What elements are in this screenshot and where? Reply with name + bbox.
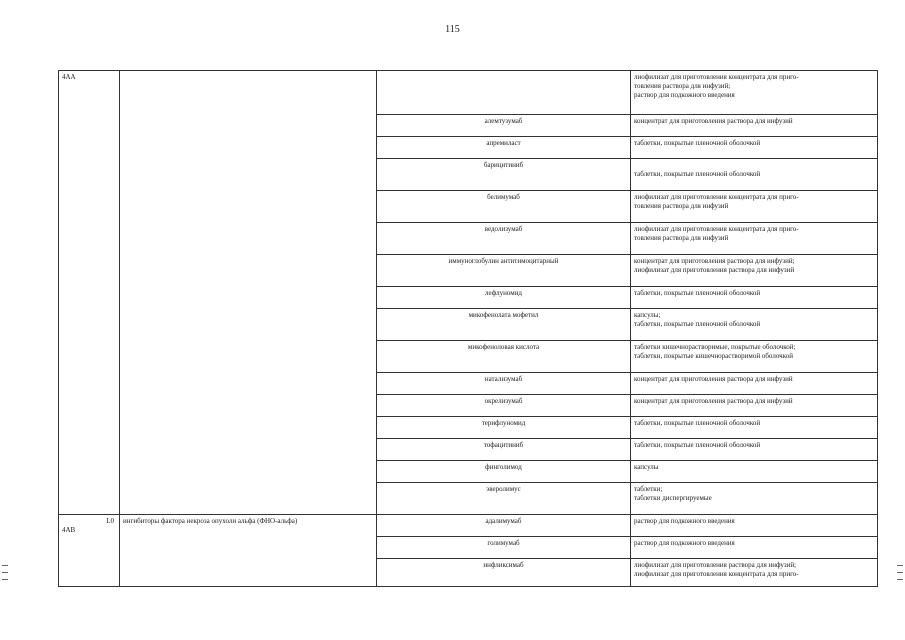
drug-name-cell bbox=[377, 559, 631, 587]
drug-name: эверолимус bbox=[486, 485, 521, 493]
dosage-form-cell bbox=[631, 515, 878, 537]
drug-name: иммуноглобулин антитимоцитарный bbox=[448, 257, 559, 265]
drug-name-cell bbox=[377, 461, 631, 483]
drug-name-cell bbox=[377, 515, 631, 537]
drug-name: микофенолата мофетил bbox=[468, 311, 539, 319]
drug-name-cell bbox=[377, 191, 631, 223]
drug-name-cell bbox=[377, 439, 631, 461]
drug-name: финголимод bbox=[485, 463, 522, 471]
drug-name-cell bbox=[377, 159, 631, 191]
drug-name-cell bbox=[377, 137, 631, 159]
dosage-form-cell bbox=[631, 559, 878, 587]
drug-name: ведолизумаб bbox=[484, 225, 523, 233]
dosage-form-cell bbox=[631, 137, 878, 159]
scan-edge-mark bbox=[2, 579, 8, 580]
dosage-form-cell bbox=[631, 537, 878, 559]
dosage-form-line: товления раствора для инфузий; bbox=[634, 82, 731, 90]
group-name-cell bbox=[120, 71, 377, 515]
dosage-form-cell bbox=[631, 115, 878, 137]
atc-code: 4AB bbox=[62, 526, 76, 534]
dosage-form-line: таблетки, покрытые кишечнорастворимой оболочкой bbox=[634, 352, 793, 360]
dosage-form-line: концентрат для приготовления раствора для инфузий; bbox=[634, 257, 795, 265]
dosage-form-line: лиофилизат для приготовления концентрата для приго- bbox=[634, 570, 799, 578]
drug-name: белимумаб bbox=[487, 193, 520, 201]
dosage-form-cell bbox=[631, 159, 878, 191]
dosage-form-line: таблетки, покрытые пленочной оболочкой bbox=[634, 170, 761, 178]
drug-name: натализумаб bbox=[484, 375, 523, 383]
dosage-form-line: таблетки, покрытые пленочной оболочкой bbox=[634, 441, 761, 449]
dosage-form-line: лиофилизат для приготовления раствора для инфузий bbox=[634, 266, 795, 274]
dosage-form-cell bbox=[631, 309, 878, 341]
drug-name: лефлуномид bbox=[485, 289, 522, 297]
drug-name-cell bbox=[377, 255, 631, 287]
scan-edge-mark bbox=[2, 565, 8, 566]
dosage-form-line: товления раствора для инфузий bbox=[634, 234, 729, 242]
dosage-form-line: концентрат для приготовления раствора для инфузий bbox=[634, 375, 793, 383]
atc-code-cell bbox=[59, 71, 120, 515]
dosage-form-line: капсулы bbox=[634, 463, 659, 471]
atc-code: 4AA bbox=[62, 73, 76, 81]
dosage-form-line: раствор для подкожного введения bbox=[634, 539, 735, 547]
drug-name-cell bbox=[377, 483, 631, 515]
dosage-form-cell bbox=[631, 191, 878, 223]
drug-name-cell bbox=[377, 115, 631, 137]
drug-name: инфликсимаб bbox=[483, 561, 524, 569]
dosage-form-line: раствор для подкожного введения bbox=[634, 91, 735, 99]
drug-name-cell bbox=[377, 287, 631, 309]
dosage-form-cell bbox=[631, 395, 878, 417]
dosage-form-cell bbox=[631, 223, 878, 255]
drug-name: тофацитиниб bbox=[483, 441, 524, 449]
drug-name: терифлуномид bbox=[481, 419, 526, 427]
drug-name-cell bbox=[377, 223, 631, 255]
dosage-form-line: таблетки диспергируемые bbox=[634, 494, 712, 502]
table-row bbox=[59, 515, 878, 537]
dosage-form-line: лиофилизат для приготовления концентрата для приго- bbox=[634, 73, 799, 81]
scan-edge-mark bbox=[897, 572, 903, 573]
atc-code-cell bbox=[59, 515, 120, 587]
dosage-form-cell bbox=[631, 341, 878, 373]
dosage-form-line: таблетки кишечнорастворимые, покрытые оболочкой; bbox=[634, 343, 796, 351]
drug-name-cell bbox=[377, 395, 631, 417]
dosage-form-line: концентрат для приготовления раствора для инфузий bbox=[634, 397, 793, 405]
drug-name: голимумаб bbox=[487, 539, 520, 547]
group-name: ингибиторы фактора некроза опухоли альфа (ФНО-альфа) bbox=[123, 517, 298, 525]
dosage-form-line: таблетки, покрытые пленочной оболочкой bbox=[634, 289, 761, 297]
atc-code-prefix: L0 bbox=[106, 517, 114, 525]
drug-name-cell bbox=[377, 537, 631, 559]
dosage-form-cell bbox=[631, 373, 878, 395]
dosage-form-cell bbox=[631, 417, 878, 439]
dosage-form-cell bbox=[631, 287, 878, 309]
dosage-form-cell bbox=[631, 255, 878, 287]
dosage-form-line: таблетки; bbox=[634, 485, 663, 493]
drug-name: апремиласт bbox=[486, 139, 521, 147]
dosage-form-cell bbox=[631, 461, 878, 483]
scan-edge-mark bbox=[897, 579, 903, 580]
scan-edge-mark bbox=[2, 572, 8, 573]
dosage-form-cell bbox=[631, 439, 878, 461]
dosage-form-cell bbox=[631, 483, 878, 515]
dosage-form-cell bbox=[631, 71, 878, 115]
drug-name: барицитиниб bbox=[483, 161, 524, 169]
drug-name-cell bbox=[377, 341, 631, 373]
table-row bbox=[59, 71, 878, 115]
dosage-form-line: таблетки, покрытые пленочной оболочкой bbox=[634, 320, 761, 328]
dosage-form-line: таблетки, покрытые пленочной оболочкой bbox=[634, 419, 761, 427]
dosage-form-line: лиофилизат для приготовления концентрата для приго- bbox=[634, 225, 799, 233]
drug-name: адалимумаб bbox=[485, 517, 522, 525]
dosage-form-line: концентрат для приготовления раствора для инфузий bbox=[634, 117, 793, 125]
dosage-form-line: капсулы; bbox=[634, 311, 661, 319]
drug-name-cell bbox=[377, 373, 631, 395]
group-name-cell bbox=[120, 515, 377, 587]
page-number: 115 bbox=[445, 24, 460, 35]
drug-name: окрелизумаб bbox=[484, 397, 523, 405]
drug-name-cell bbox=[377, 417, 631, 439]
drug-name-cell bbox=[377, 71, 631, 115]
scan-edge-mark bbox=[897, 565, 903, 566]
dosage-form-line: товления раствора для инфузий bbox=[634, 202, 729, 210]
dosage-form-line: раствор для подкожного введения bbox=[634, 517, 735, 525]
drug-table bbox=[58, 70, 878, 587]
dosage-form-line: таблетки, покрытые пленочной оболочкой bbox=[634, 139, 761, 147]
dosage-form-line: лиофилизат для приготовления раствора для инфузий; bbox=[634, 561, 797, 569]
dosage-form-line: лиофилизат для приготовления концентрата для приго- bbox=[634, 193, 799, 201]
drug-name: алемтузумаб bbox=[484, 117, 523, 125]
drug-name-cell bbox=[377, 309, 631, 341]
drug-name: микофеноловая кислота bbox=[467, 343, 540, 351]
